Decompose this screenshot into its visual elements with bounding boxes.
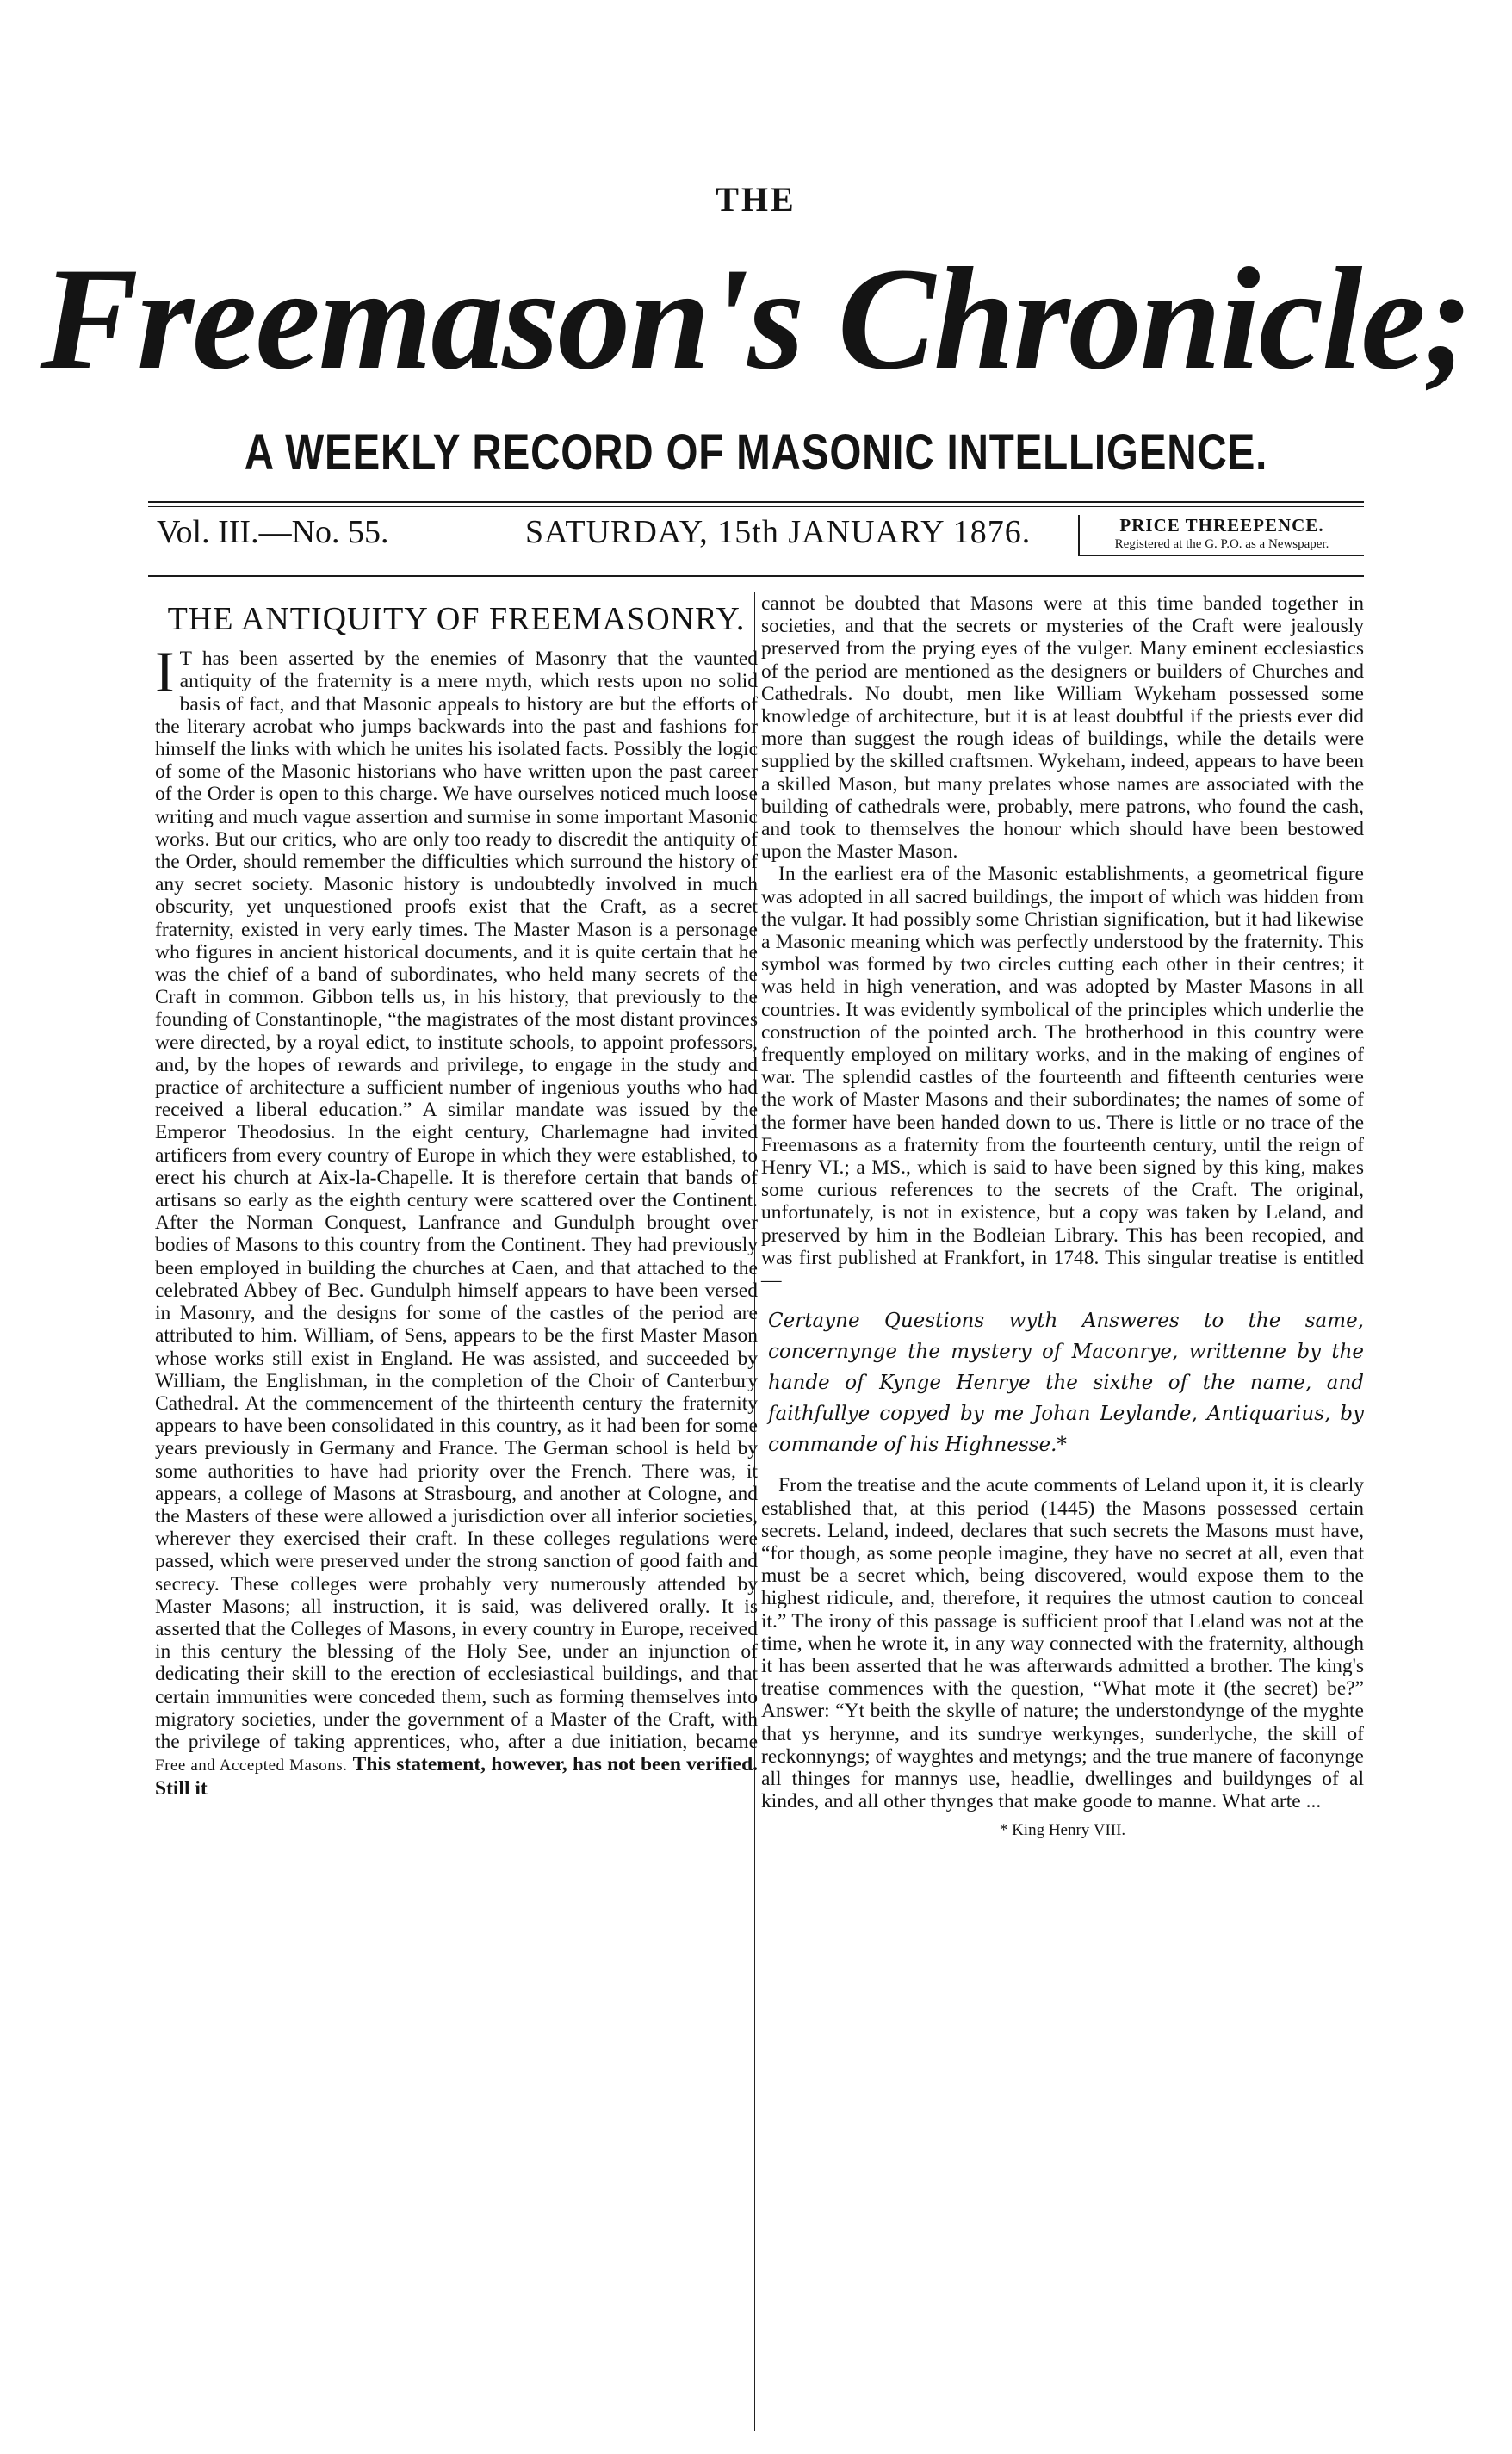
- volume-number: Vol. III.—No. 55.: [157, 514, 389, 550]
- masthead-the: THE: [716, 180, 796, 219]
- registration-note: Registered at the G. P.O. as a Newspaper.: [1114, 537, 1329, 551]
- left-column: [155, 592, 758, 1800]
- article-headline: THE ANTIQUITY OF FREEMASONRY.: [167, 601, 746, 637]
- issue-date: SATURDAY, 15th JANUARY 1876.: [525, 514, 1032, 550]
- drop-cap: I: [155, 639, 175, 705]
- paragraph-ending: This statement, however, has not been verified. Still it: [155, 1753, 759, 1800]
- article-paragraph: In the earliest era of the Masonic establishments, a geometrical figure was adopted in all sacred buildings, the import of which was hidden from the vulgar. It had possibly some Christian signification, but it had likewise a Masonic meaning which was perfectly understood by the fraternity. This symbol was formed by two circles cutting each other in their centres; it was held in high veneration, and was adopted by Master Masons in all countries. It was evidently symbolical of the principles which underlie the construction of the pointed arch. The brotherhood in this country were frequently employed on military works, and in the making of engines of war. The splendid castles of the fourteenth and fifteenth centuries were the work of Master Masons and their subordinates; the names of some of the former have been handed down to us. There is little or no trace of the Freemasons as a fraternity from the fourteenth century, until the reign of Henry VI.; a MS., which is said to have been signed by this king, makes some curious references to the secrets of the Craft. The original, unfortunately, is not in existence, but a copy was taken by Leland, and preserved by him in the Bodleian Library. This has been recopied, and was first published at Frankfort, in 1748. This singular treatise is entitled—: [761, 863, 1364, 1292]
- article-paragraph: [155, 639, 759, 1800]
- paragraph-text: T has been asserted by the enemies of Masonry that the vaunted antiquity of the fraternity is a mere myth, which rests upon no solid basis of fact, and that Masonic appeals to history are but the efforts of the literary acrobat who jumps backwards into the past and fashions for himself the links with which he unites his isolated facts. Possibly the logic of some of the Masonic historians who have written upon the past career of the Order is open to this charge. We have ourselves noticed much loose writing and much vague assertion and surmise in some important Masonic works. But our critics, who are only too ready to discredit the antiquity of the Order, should remember the difficulties which surround the history of any secret society. Masonic history is undoubtedly involved in much obscurity, yet unquestioned proofs exist that the Craft, as a secret fraternity, existed in very early times. The Master Mason is a personage who figures in ancient historical documents, and it is quite certain that he was the chief of a band of subordinates, who held many secrets of the Craft in common. Gibbon tells us, in his history, that previously to the founding of Constantinople, “the magistrates of the most distant provinces were directed, by a royal edict, to institute schools, to appoint professors, and, by the hopes of rewards and privilege, to engage in the study and practice of architecture a sufficient number of ingenious youths who had received a liberal education.” A similar mandate was issued by the Emperor Theodosius. In the eight century, Charlemagne had invited artificers from every country of Europe in which they were established, to erect his church at Aix-la-Chapelle. It is therefore certain that bands of artisans so early as the eighth century were scattered over the Continent. After the Norman Conquest, Lanfrance and Gundulph brought over bodies of Masons to this country from the Continent. They had previously been employed in building the churches at Caen, and that attached to the celebrated Abbey of Bec. Gundulph himself appears to have been versed in Masonry, and the designs for some of the castles of the period are attributed to him. William, of Sens, appears to be the first Master Mason whose works still exist in England. He was assisted, and succeeded by William, the Englishman, in the completion of the Choir of Canterbury Cathedral. At the commencement of the thirteenth century the fraternity appears to have been consolidated in this country, as it had been for some years previously in Germany and France. The German school is held by some authorities to have had priority over the French. There was, it appears, a college of Masons at Strasbourg, and another at Cologne, and the Masters of these were allowed a jurisdiction over all inferior societies, wherever they exercised their craft. In these colleges regulations were passed, which were preserved under the strong sanction of good faith and secrecy. These colleges were probably very numerously attended by Master Masons; all instruction, it is said, was delivered orally. It is asserted that the Colleges of Masons, in every country in Europe, received in this century the blessing of the Holy See, under an injunction of dedicating their skill to the erection of ecclesiastical buildings, and that certain immunities were conceded them, such as forming themselves into migratory societies, under the government of a Master of the Craft, with the privilege of taking apprentices, who, after a due initiation, became: [155, 648, 758, 1753]
- masthead-title: Freemason's Chronicle;: [40, 238, 1472, 400]
- top-rule: [148, 501, 1364, 503]
- article-paragraph: From the treatise and the acute comments of Leland upon it, it is clearly established that, at this period (1445) the Masons possessed certain secrets. Leland, indeed, declares that such secrets the Masons must have, “for though, as some people imagine, they have no secret at all, even that must be a secret which, being discovered, would expose them to the highest ridicule, and, therefore, it requires the utmost caution to conceal it.” The irony of this passage is sufficient proof that Leland was not at the time, when he wrote it, in any way connected with the fraternity, although it has been asserted that he was afterwards admitted a brother. The king's treatise commences with the question, “What mote it (the secret) be?” Answer: “Yt beith the skylle of nature; the understondynge of the myghte that ys herynne, and its sundrye werkynges, sunderlyche, the skill of reckonnyngs; of wayghtes and metyngs; and the true manere of faconynge all thinges for mannys use, headlie, dwellinges and buildynges of al kindes, and all other thynges that make goode to manne. What arte ...: [761, 1474, 1364, 1813]
- price: PRICE THREEPENCE.: [1119, 515, 1324, 536]
- free-and-accepted-masons: Free and Accepted Masons.: [155, 1757, 348, 1775]
- issue-info-bar: [148, 513, 1364, 565]
- price-box: [1078, 515, 1364, 556]
- right-column: [761, 592, 1364, 1843]
- header-bottom-rule: [148, 575, 1364, 577]
- masthead-subtitle: A WEEKLY RECORD OF MASONIC INTELLIGENCE.: [244, 424, 1268, 480]
- top-rule-thin: [148, 506, 1364, 507]
- footnote: * King Henry VIII.: [999, 1821, 1126, 1840]
- article-paragraph-continued: cannot be doubted that Masons were at this time banded together in societies, and that the secrets or mysteries of the Craft were jealously preserved from the prying eyes of the vulger. Many eminent ecclesiastics of the period are mentioned as the designers or builders of Churches and Cathedrals. No doubt, men like William Wykeham possessed some knowledge of architecture, but it is at least doubtful if the priests ever did more than suggest the rough ideas of buildings, while the details were supplied by the skilled craftsmen. Wykeham, indeed, appears to have been a skilled Mason, but many prelates whose names are associated with the building of cathedrals were, probably, mere patrons, who found the cash, and took to themselves the honour which should have been bestowed upon the Master Mason.: [761, 592, 1364, 864]
- treatise-title-quote: Certayne Questions wyth Answeres to the same, concernynge the mystery of Maconrye, writtenne by the hande of Kynge Henrye the sixthe of the name, and faithfullye copyed by me Johan Leylande, Antiquarius, by commande of his Highnesse.*: [768, 1310, 1364, 1457]
